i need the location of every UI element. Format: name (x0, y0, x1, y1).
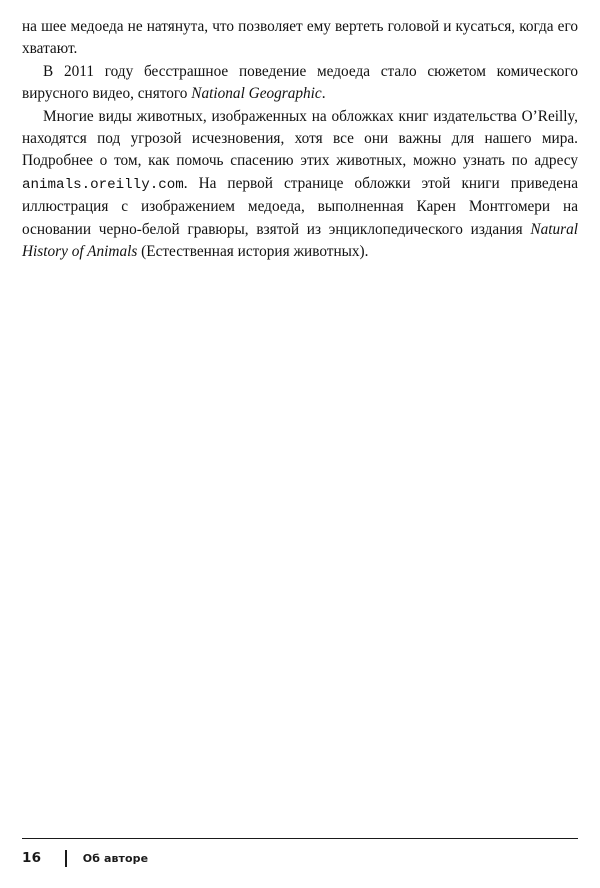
paragraph-3-text-middle: . На первой странице обложки этой книги приведена иллюстрация с изображением медоеда, выполненная Карен Монтгомери на основании черно-белой гравюры, взятой из энциклопедического издания (22, 174, 578, 238)
page-body (22, 16, 578, 263)
running-section-title: Об авторе (82, 851, 149, 865)
publisher-name: National Geographic (191, 85, 322, 103)
page-number: 16 (22, 850, 42, 866)
paragraph-3-text-end: (Естественная история животных). (137, 243, 369, 261)
paragraph-2-text-start: В 2011 году бесстрашное поведение медоеда стало сюжетом комического вирусного видео, снятого (22, 62, 578, 103)
encyclopedia-title: Natural History of Animals (22, 220, 578, 261)
paragraph-2 (22, 61, 578, 106)
footer-divider (65, 850, 67, 867)
page-footer (22, 849, 148, 867)
paragraph-3 (22, 106, 578, 264)
website-link[interactable]: animals.oreilly.com (22, 176, 184, 193)
footer-rule (22, 838, 578, 839)
paragraph-1-text: на шее медоеда не натянута, что позволяет ему вертеть головой и кусаться, когда его хватают. (22, 18, 578, 58)
paragraph-1 (22, 16, 578, 61)
paragraph-2-text-end: . (321, 85, 326, 103)
paragraph-3-text-start: Многие виды животных, изображенных на обложках книг издательства O’Reilly, находятся под угрозой исчезновения, хотя все они важны для нашего мира. Подробнее о том, как помочь спасению этих животных, можно узнать по адресу (22, 107, 578, 170)
